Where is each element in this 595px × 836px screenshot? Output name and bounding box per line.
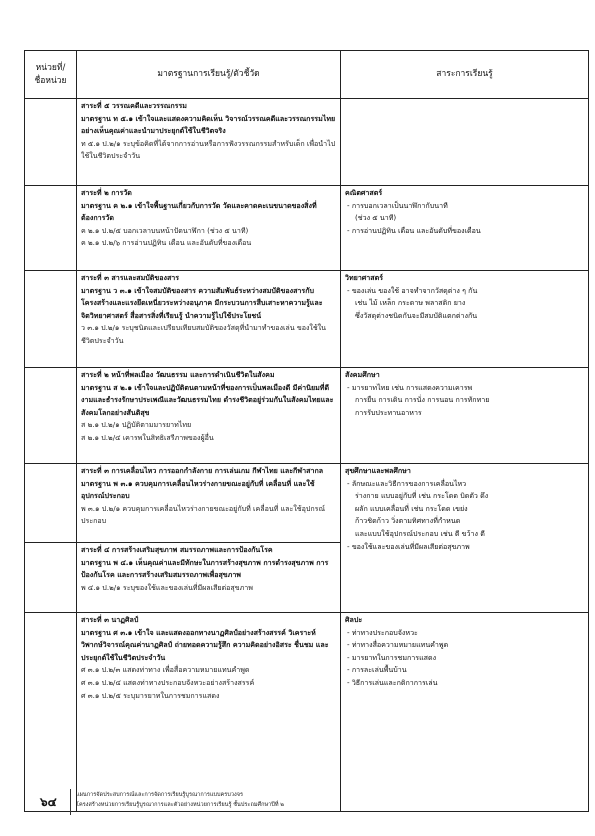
content-item: ก้าวชิดก้าว วิ่งตามทิศทางที่กำหนด — [355, 516, 461, 526]
header-unit: หน่วยที่/ ชื่อหน่วย — [25, 51, 77, 99]
unit-cell — [25, 613, 77, 812]
strand-title: สาระที่ ๒ การวัด — [81, 188, 132, 197]
content-cell — [341, 99, 589, 186]
standard-text: มาตรฐาน ค ๒.๑ เข้าใจพื้นฐานเกี่ยวกับการวัด วัดและคาดคะเนขนาดของสิ่งที่ต้องการวัด — [81, 200, 317, 223]
table-row — [25, 464, 589, 543]
content-item: และแบบใช้อุปกรณ์ประกอบ เช่น ตี ขว้าง ตี — [355, 528, 485, 538]
content-item: - การอ่านปฏิทิน เดือน และอันดับที่ของเดือน — [347, 225, 481, 235]
footer-line-2: โครงสร้างหน่วยการเรียนรู้บูรณาการและตัวอย่างหน่วยการเรียนรู้ ชั้นประถมศึกษาปีที่ ๒ — [76, 802, 284, 808]
content-item: ผลัก แบบเคลื่อนที่ เช่น กระโดด เขย่ง — [355, 503, 468, 513]
standard-text: มาตรฐาน ศ ๓.๑ เข้าใจ และแสดงออกทางนาฏศิลป์อย่างสร้างสรรค์ วิเคราะห์ วิพากษ์วิจารณ์คุณค่านาฏศิลป์ ถ่ายทอดความรู้สึก ความคิดอย่างอิสระ ชื่นชม และประยุกต์ใช้ในชีวิตประจำวัน — [81, 627, 329, 662]
strand-title: สาระที่ ๓ นาฏศิลป์ — [81, 615, 139, 624]
standards-cell — [77, 464, 341, 543]
content-cell — [341, 613, 589, 812]
standards-cell — [77, 368, 341, 464]
content-cell — [341, 464, 589, 613]
standards-cell — [77, 271, 341, 368]
indicator-text: ส ๒.๑ ป.๒/๑ ปฏิบัติตามมารยาทไทย — [81, 420, 192, 430]
content-item: - วิธีการเล่นและกติกาการเล่น — [347, 677, 438, 687]
table-row — [25, 99, 589, 186]
indicator-text: ศ ๓.๑ ป.๒/๕ ระบุมารยาทในการชมการแสดง — [81, 690, 220, 700]
indicator-text: ศ ๓.๑ ป.๒/๔ แสดงท่าทางประกอบจังหวะอย่างสร้างสรรค์ — [81, 677, 255, 687]
indicator-text: ค ๒.๑ ป.๒/๖ การอ่านปฏิทิน เดือน และอันดับที่ของเดือน — [81, 238, 252, 248]
indicator-text: ค ๒.๑ ป.๒/๕ บอกเวลาบนหน้าปัดนาฬิกา (ช่วง ๕ นาที) — [81, 225, 249, 235]
unit-cell — [25, 186, 77, 271]
standard-text: มาตรฐาน ส ๒.๑ เข้าใจและปฏิบัติตนตามหน้าที่ของการเป็นพลเมืองดี มีค่านิยมที่ดีงามและธำรงรักษาประเพณีและวัฒนธรรมไทย ดำรงชีวิตอยู่ร่วมกันในสังคมไทยและสังคมโลกอย่างสันติสุข — [81, 382, 334, 417]
indicator-text: พ ๔.๑ ป.๒/๑ ระบุของใช้และของเล่นที่มีผลเสียต่อสุขภาพ — [81, 582, 253, 592]
standards-cell — [77, 99, 341, 186]
unit-cell — [25, 368, 77, 464]
footer-divider — [70, 789, 71, 815]
indicator-text: ว ๓.๑ ป.๒/๑ ระบุชนิดและเปรียบเทียบสมบัติของวัสดุที่นำมาทำของเล่น ของใช้ในชีวิตประจำวัน — [81, 323, 327, 345]
standard-text: มาตรฐาน พ ๓.๑ ควบคุมการเคลื่อนไหวร่างกายขณะอยู่กับที่ เคลื่อนที่ และใช้อุปกรณ์ประกอบ — [81, 478, 315, 501]
content-item: - มารยาทไทย เช่น การแสดงความเคารพ — [347, 382, 473, 392]
indicator-text: ศ ๓.๑ ป.๒/๓ แสดงท่าทาง เพื่อสื่อความหมายแทนคำพูด — [81, 665, 250, 675]
strand-title: สาระที่ ๕ วรรณคดีและวรรณกรรม — [81, 101, 187, 110]
content-item: (ช่วง ๕ นาที) — [355, 213, 397, 223]
standard-text: มาตรฐาน พ ๔.๑ เห็นคุณค่าและมีทักษะในการสร้างสุขภาพ การดำรงสุขภาพ การป้องกันโรค และการสร้างเสริมสมรรถภาพเพื่อสุขภาพ — [81, 557, 329, 580]
indicator-text: พ ๓.๑ ป.๒/๑ ควบคุมการเคลื่อนไหวร่างกายขณะอยู่กับที่ เคลื่อนที่ และใช้อุปกรณ์ประกอบ — [81, 503, 326, 526]
header-content: สาระการเรียนรู้ — [341, 51, 589, 99]
content-item: เช่น ไม้ เหล็ก กระดาษ พลาสติก ยาง — [355, 298, 466, 308]
table-header-row — [25, 51, 589, 99]
footer-line-1: แผนการจัดประสบการณ์และการจัดการเรียนรู้บูรณาการแบบครบวงจร — [76, 792, 244, 798]
header-standards: มาตรฐานการเรียนรู้/ตัวชี้วัด — [77, 51, 341, 99]
content-item: - มารยาทในการชมการแสดง — [347, 652, 437, 662]
standards-cell — [77, 186, 341, 271]
table-row — [25, 613, 589, 812]
content-item: ร่างกาย แบบอยู่กับที่ เช่น กระโดด บิดตัว ดึง — [355, 491, 489, 501]
content-cell — [341, 368, 589, 464]
indicator-text: ท ๕.๑ ป.๒/๑ ระบุข้อคิดที่ได้จากการอ่านหรือการฟังวรรณกรรมสำหรับเด็ก เพื่อนำไปใช้ในชีวิตประจำวัน — [81, 138, 336, 161]
unit-cell — [25, 464, 77, 543]
content-item: - ท่าทางประกอบจังหวะ — [347, 627, 418, 637]
curriculum-sheet — [24, 50, 588, 812]
curriculum-table — [24, 50, 589, 812]
table-row — [25, 271, 589, 368]
content-cell — [341, 271, 589, 368]
content-cell — [341, 186, 589, 271]
strand-title: สาระที่ ๔ การสร้างเสริมสุขภาพ สมรรถภาพและการป้องกันโรค — [81, 545, 273, 554]
standard-text: มาตรฐาน ว ๓.๑ เข้าใจสมบัติของสาร ความสัมพันธ์ระหว่างสมบัติของสารกับโครงสร้างและแรงยึดเหนี่ยวระหว่างอนุภาค มีกระบวนการสืบเสาะหาความรู้และจิตวิทยาศาสตร์ สื่อสารสิ่งที่เรียนรู้ นำความรู้ไปใช้ประโยชน์ — [81, 285, 323, 320]
standards-cell — [77, 543, 341, 613]
content-item: การยืน การเดิน การนั่ง การนอน การทักทาย — [355, 395, 490, 405]
content-item: - ของใช้และของเล่นที่มีผลเสียต่อสุขภาพ — [347, 541, 470, 551]
subject-title: สุขศึกษาและพลศึกษา — [345, 466, 411, 475]
strand-title: สาระที่ ๒ หน้าที่พลเมือง วัฒนธรรม และการดำเนินชีวิตในสังคม — [81, 370, 275, 379]
content-item: - การละเล่นพื้นบ้าน — [347, 665, 407, 675]
content-item: ซึ่งวัสดุต่างชนิดกันจะมีสมบัติแตกต่างกัน — [355, 310, 478, 320]
subject-title: วิทยาศาสตร์ — [345, 273, 384, 282]
content-item: การรับประทานอาหาร — [355, 407, 422, 417]
table-row — [25, 368, 589, 464]
strand-title: สาระที่ ๓ การเคลื่อนไหว การออกกำลังกาย การเล่นเกม กีฬาไทย และกีฬาสากล — [81, 466, 324, 475]
table-row — [25, 186, 589, 271]
content-item: - ท่าทางสื่อความหมายแทนคำพูด — [347, 640, 449, 650]
subject-title: คณิตศาสตร์ — [345, 188, 383, 197]
content-item: - การบอกเวลาเป็นนาฬิกากับนาที — [347, 200, 448, 210]
unit-cell — [25, 99, 77, 186]
subject-title: ศิลปะ — [345, 615, 363, 624]
table-body — [25, 99, 589, 812]
subject-title: สังคมศึกษา — [345, 370, 380, 379]
strand-title: สาระที่ ๓ สารและสมบัติของสาร — [81, 273, 180, 282]
page-footer — [40, 789, 580, 819]
unit-cell — [25, 271, 77, 368]
standards-cell — [77, 613, 341, 812]
standard-text: มาตรฐาน ท ๕.๑ เข้าใจและแสดงความคิดเห็น วิจารณ์วรรณคดีและวรรณกรรมไทยอย่างเห็นคุณค่าและนำมาประยุกต์ใช้ในชีวิตจริง — [81, 113, 336, 136]
page-number: ๖๔ — [40, 795, 57, 809]
content-item: - ลักษณะและวิธีการของการเคลื่อนไหว — [347, 478, 467, 488]
content-item: - ของเล่น ของใช้ อาจทำจากวัสดุต่าง ๆ กัน — [347, 285, 478, 295]
indicator-text: ส ๒.๑ ป.๒/๔ เคารพในสิทธิเสรีภาพของผู้อื่น — [81, 432, 214, 442]
unit-cell — [25, 543, 77, 613]
